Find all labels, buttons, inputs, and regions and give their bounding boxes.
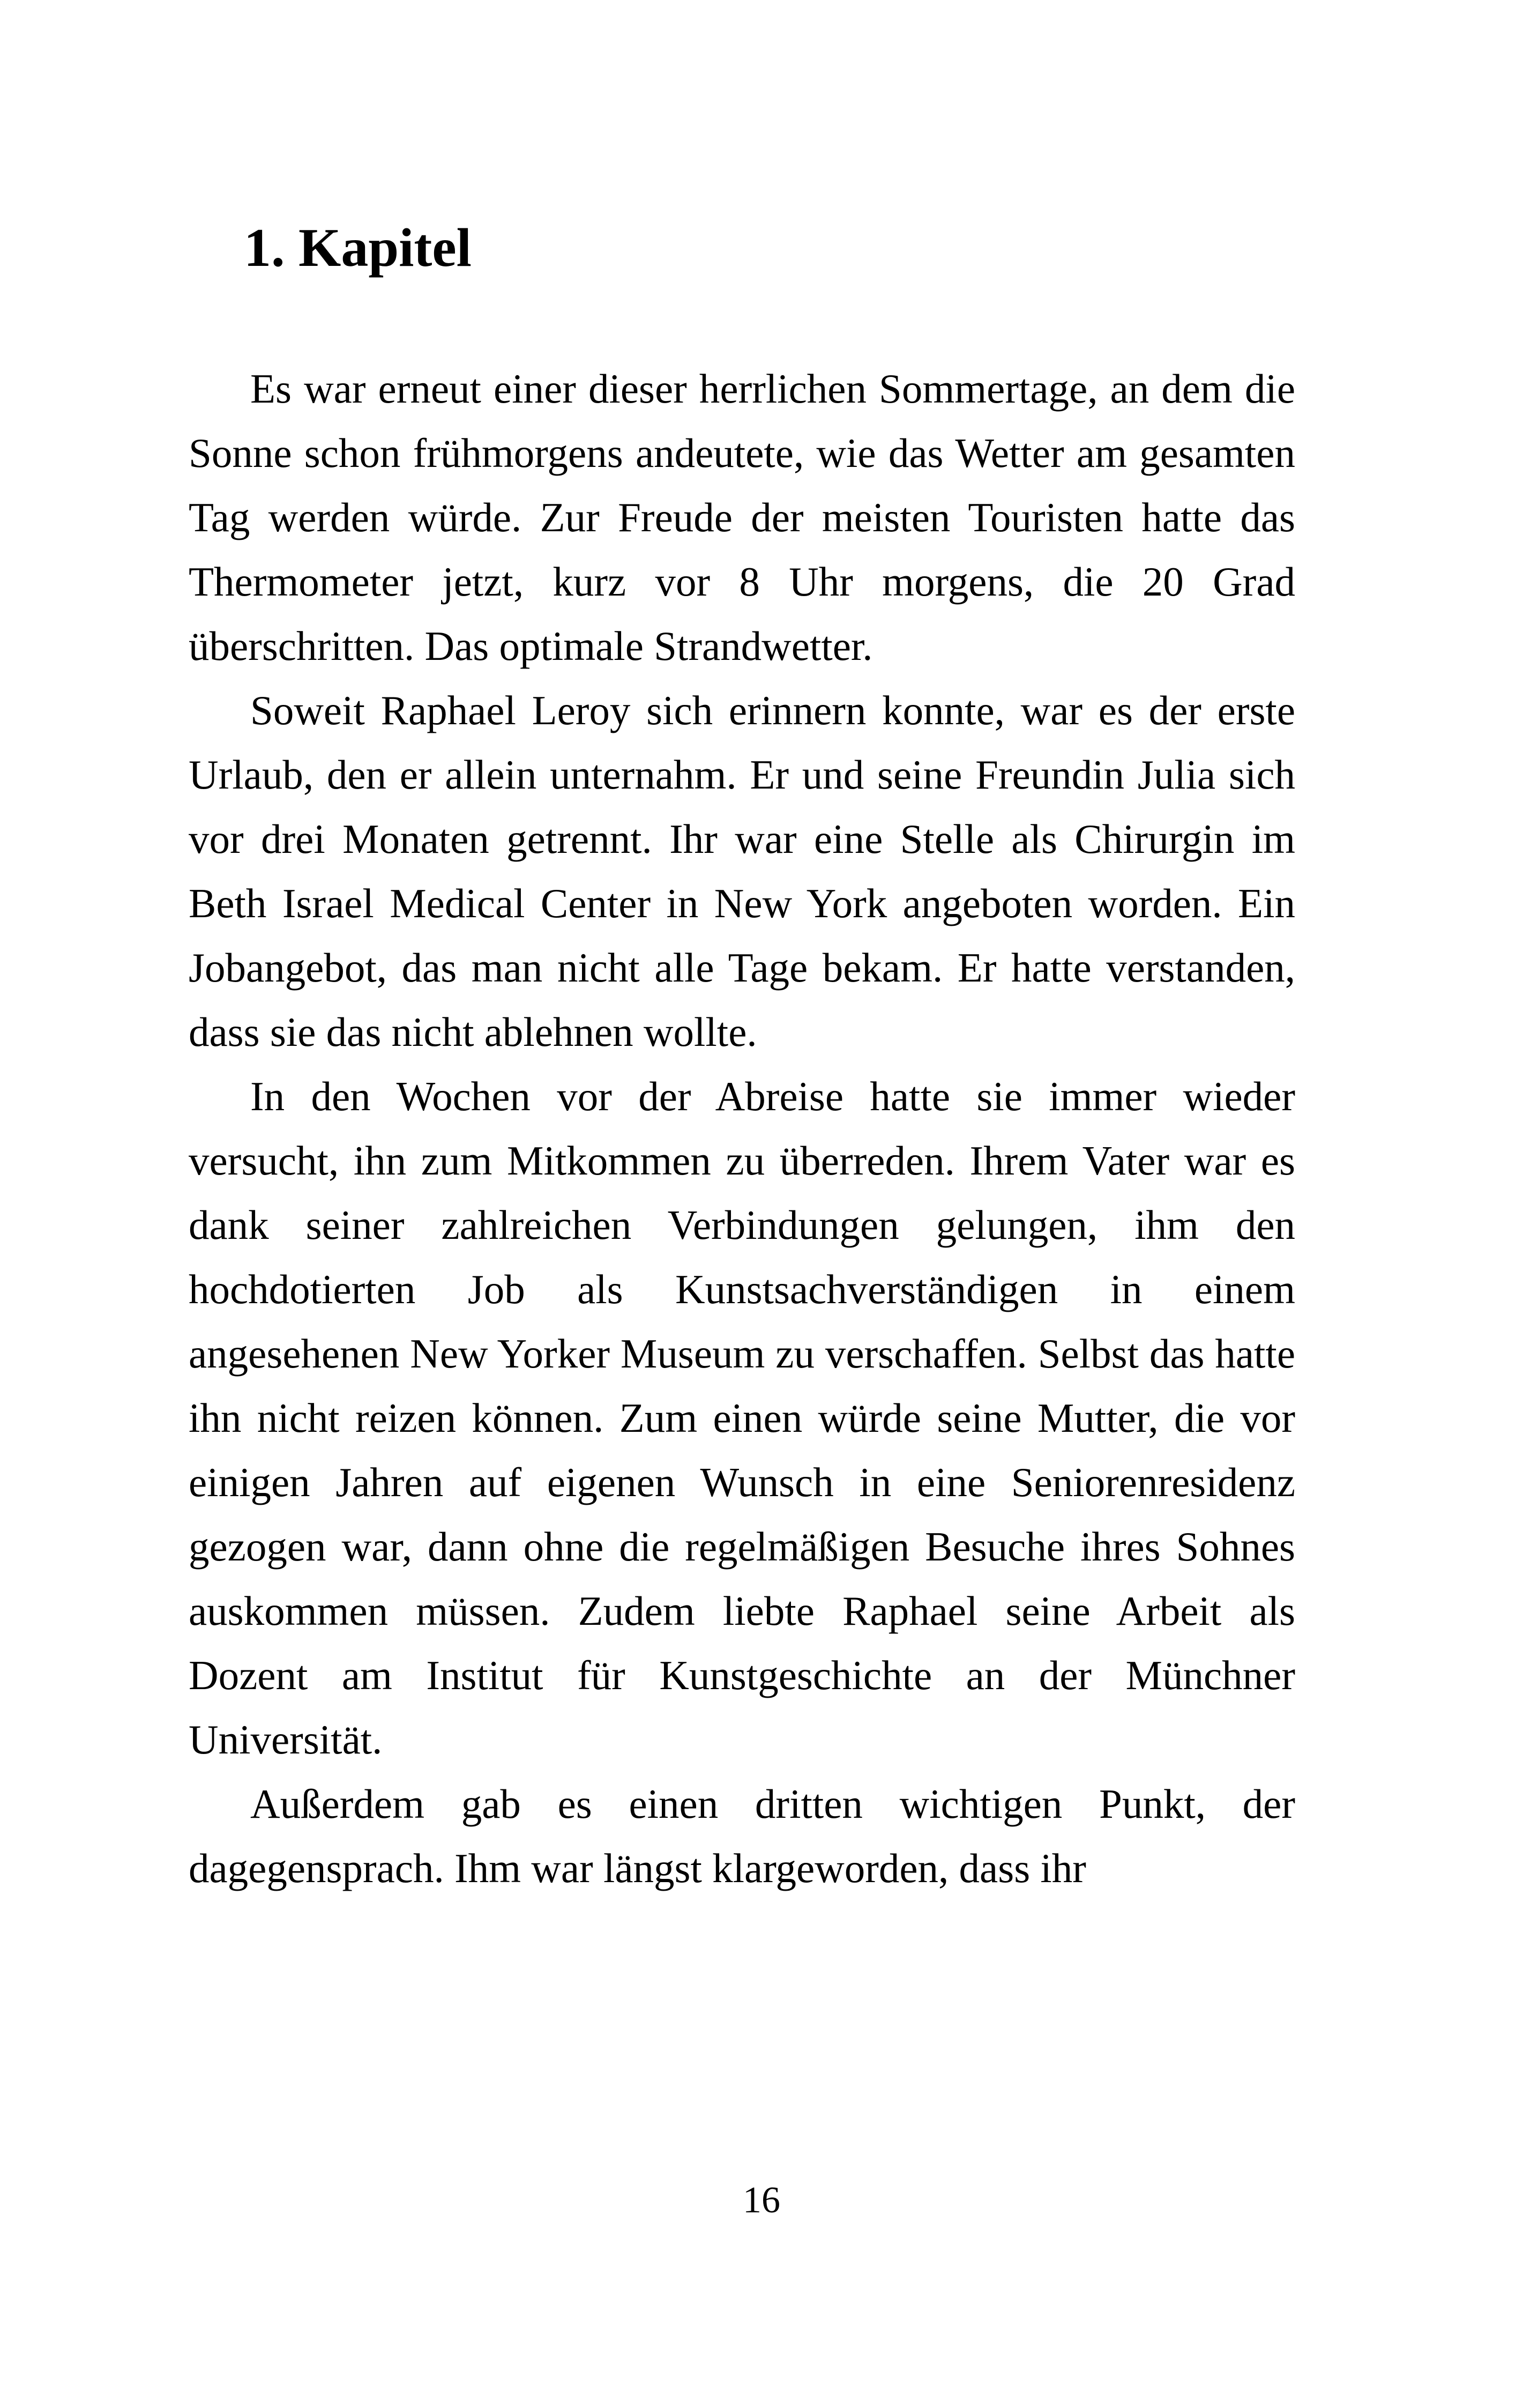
chapter-body [189, 356, 1295, 1900]
paragraph: Es war erneut einer dieser herrlichen Sommertage, an dem die Sonne schon frühmorgens andeutete, wie das Wetter am gesamten Tag werden würde. Zur Freude der meisten Touristen hatte das Thermometer jetzt, kurz vor 8 Uhr morgens, die 20 Grad überschritten. Das optimale Strandwetter. [189, 366, 1295, 669]
paragraph: Soweit Raphael Leroy sich erinnern konnte, war es der erste Urlaub, den er allein unternahm. Er und seine Freundin Julia sich vor drei Monaten getrennt. Ihr war eine Stelle als Chirurgin im Beth Israel Medical Center in New York angeboten worden. Ein Jobangebot, das man nicht alle Tage bekam. Er hatte verstanden, dass sie das nicht ablehnen wollte. [189, 687, 1295, 1055]
chapter-title: 1. Kapitel [244, 218, 472, 278]
paragraph: In den Wochen vor der Abreise hatte sie immer wieder versucht, ihn zum Mitkommen zu überreden. Ihrem Vater war es dank seiner zahlreichen Verbindungen gelungen, ihm den hochdotierten Job als Kunstsachverständigen in einem angesehenen New Yorker Museum zu verschaffen. Selbst das hatte ihn nicht reizen können. Zum einen würde seine Mutter, die vor einigen Jahren auf eigenen Wunsch in eine Seniorenresidenz gezogen war, dann ohne die regelmäßigen Besuche ihres Sohnes auskommen müssen. Zudem liebte Raphael seine Arbeit als Dozent am Institut für Kunstgeschichte an der Münchner Universität. [189, 1073, 1295, 1763]
paragraph: Außerdem gab es einen dritten wichtigen Punkt, der dagegensprach. Ihm war längst klargeworden, dass ihr [189, 1781, 1295, 1891]
page-number: 16 [743, 2180, 780, 2221]
